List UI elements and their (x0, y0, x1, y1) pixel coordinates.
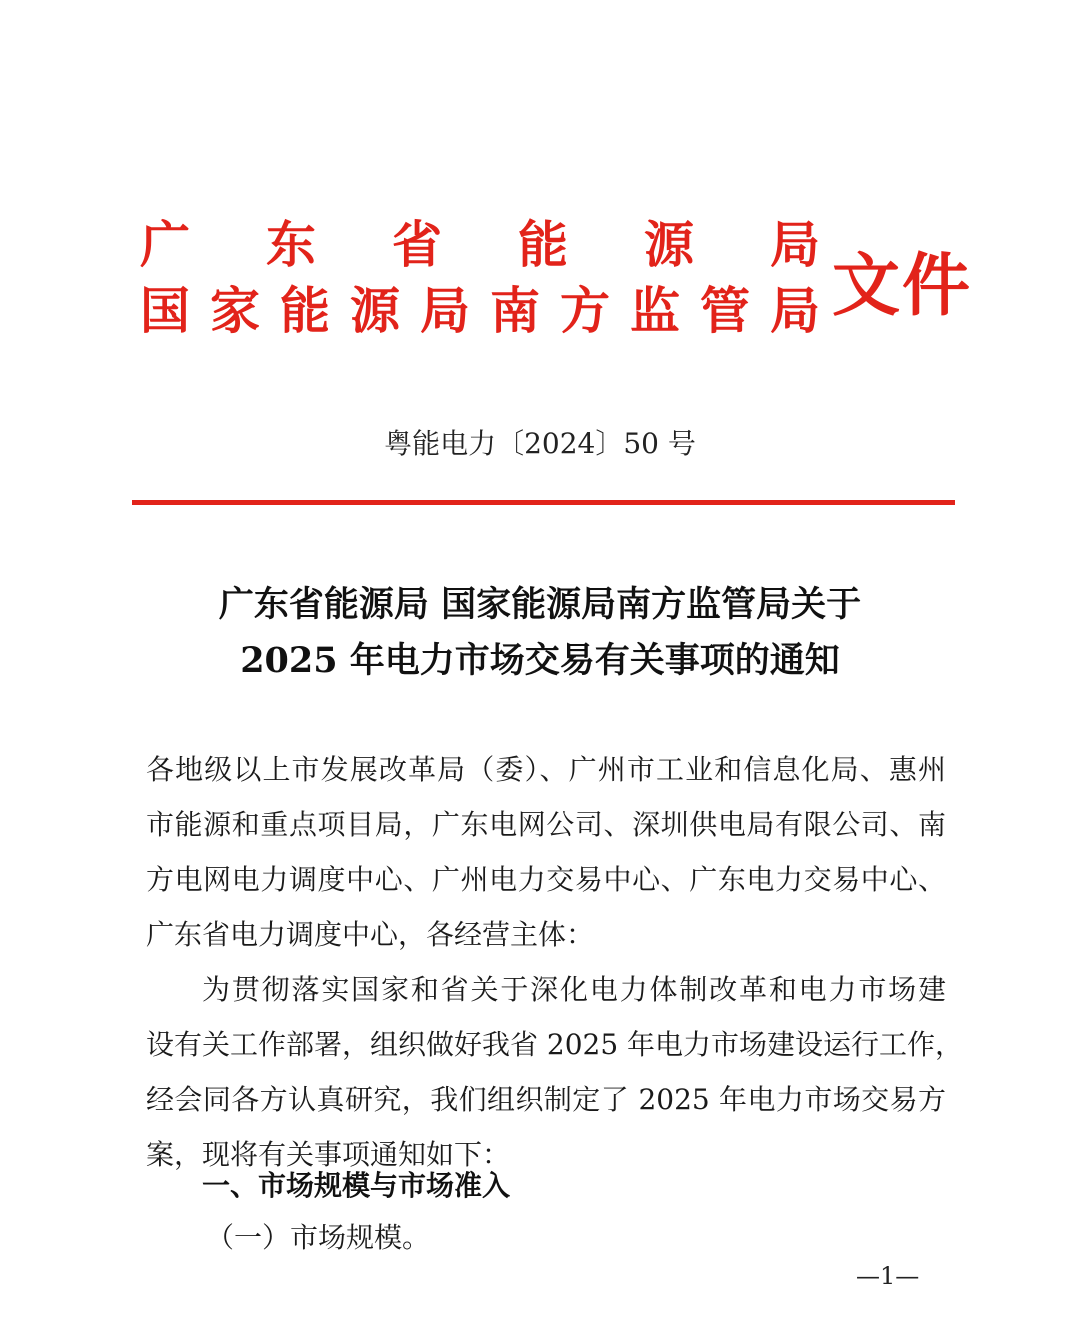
issuer-block (140, 212, 820, 344)
issuer-char: 局 (770, 215, 820, 274)
issuer-char: 广 (140, 215, 190, 274)
recipients-line: 广东省电力调度中心，各经营主体： (146, 918, 595, 951)
issuer-char: 家 (210, 281, 260, 340)
issuer-line-southern-regulatory-bureau (140, 278, 820, 344)
issuer-char: 源 (350, 281, 400, 340)
issuer-char: 局 (770, 281, 820, 340)
notice-title-line-2: 2025 年电力市场交易有关事项的通知 (240, 640, 840, 681)
notice-title (0, 577, 1080, 689)
issuer-char: 能 (280, 281, 330, 340)
intro-paragraph-line: 为贯彻落实国家和省关于深化电力体制改革和电力市场建 (202, 973, 946, 1006)
document-type-label: 文件 (832, 246, 973, 326)
issuer-char: 源 (644, 215, 694, 274)
issuer-char: 能 (518, 215, 568, 274)
red-divider-line (132, 500, 955, 505)
issuer-char: 省 (392, 215, 442, 274)
issuer-char: 东 (266, 215, 316, 274)
recipients-line: 方电网电力调度中心、广州电力交易中心、广东电力交易中心、 (146, 863, 946, 896)
document-number: 粤能电力〔2024〕50 号 (384, 427, 696, 460)
issuer-char: 管 (700, 281, 750, 340)
subsection-heading-market-scale: （一）市场规模。 (206, 1221, 431, 1254)
notice-title-line-1: 广东省能源局 国家能源局南方监管局关于 (218, 584, 862, 625)
notice-body (146, 742, 964, 1182)
intro-paragraph-line: 案，现将有关事项通知如下： (146, 1138, 511, 1171)
issuer-char: 监 (630, 281, 680, 340)
recipients-line: 市能源和重点项目局，广东电网公司、深圳供电局有限公司、南 (146, 808, 946, 841)
issuer-line-provincial-energy-bureau (140, 212, 820, 278)
issuer-char: 南 (490, 281, 540, 340)
issuer-char: 局 (420, 281, 470, 340)
section-heading-market-scale-access: 一、市场规模与市场准入 (202, 1169, 511, 1202)
issuer-char: 方 (560, 281, 610, 340)
issuer-char: 国 (140, 281, 190, 340)
intro-paragraph-line: 经会同各方认真研究，我们组织制定了 2025 年电力市场交易方 (146, 1083, 946, 1116)
page-number: —1— (856, 1262, 920, 1290)
recipients-line: 各地级以上市发展改革局（委）、广州市工业和信息化局、惠州 (146, 753, 946, 786)
intro-paragraph-line: 设有关工作部署，组织做好我省 2025 年电力市场建设运行工作， (146, 1028, 964, 1061)
